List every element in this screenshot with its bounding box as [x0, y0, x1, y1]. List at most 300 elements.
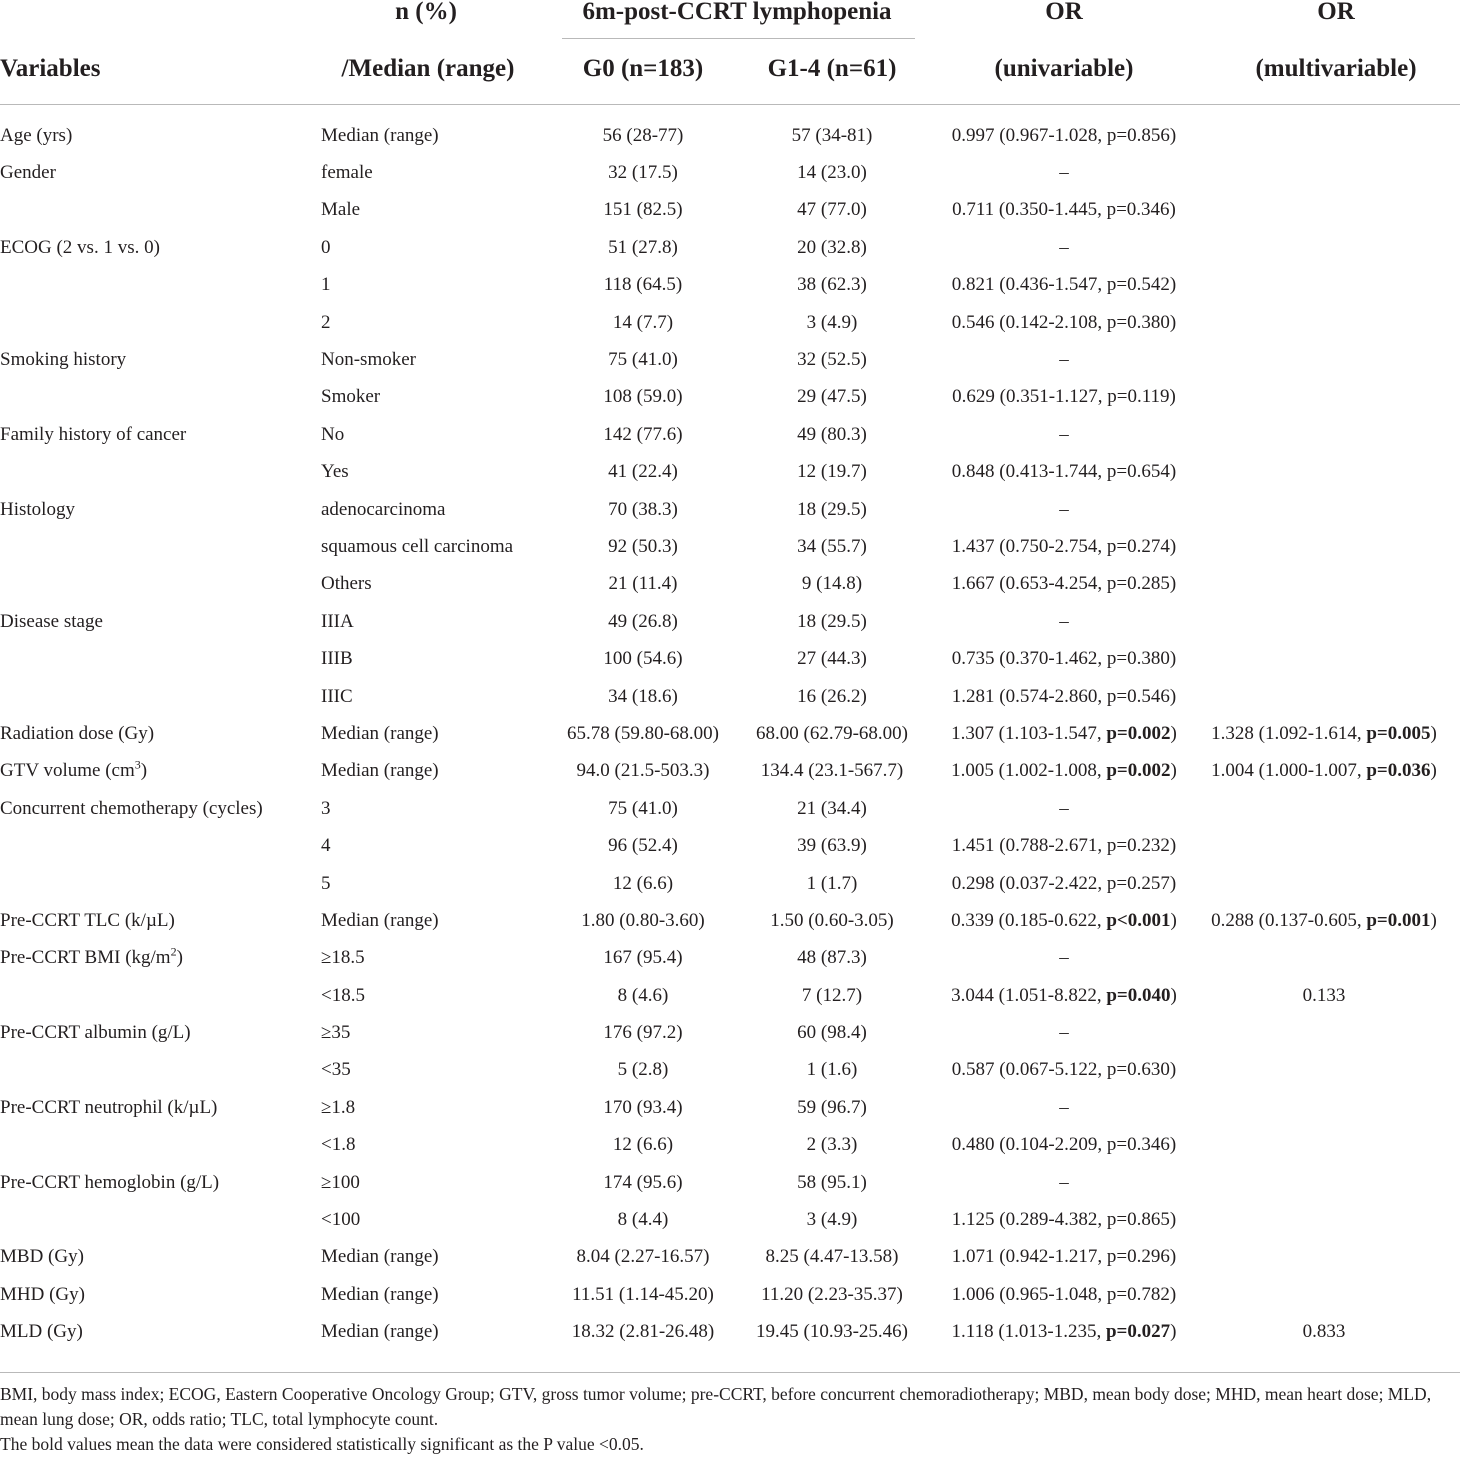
g0-value: 70 (38.3)	[608, 498, 678, 520]
variable-label: Smoking history	[0, 349, 127, 371]
variable-label: Pre-CCRT BMI (kg/m	[0, 947, 171, 969]
cell-or-univariable	[940, 1201, 1188, 1238]
cell-g0	[562, 1127, 724, 1164]
cell-or-multivariable	[1188, 827, 1460, 864]
or-univariable-value: 0.821 (0.436-1.547, p=0.542)	[951, 274, 1177, 296]
g0-value: 21 (11.4)	[608, 573, 678, 595]
cell-g14	[724, 566, 940, 603]
g0-value: 8 (4.6)	[617, 984, 669, 1006]
table-row	[0, 1014, 1460, 1051]
variable-label: Pre-CCRT TLC (k/µL)	[0, 909, 175, 931]
cell-g14	[724, 1276, 940, 1313]
g14-value: 34 (55.7)	[797, 535, 867, 557]
or-univariable-value: 1.005 (1.002-1.008,	[951, 760, 1107, 782]
cell-g14	[724, 715, 940, 752]
or-univariable-value: –	[1059, 1022, 1069, 1044]
cell-or-multivariable	[1188, 902, 1460, 939]
cell-category	[321, 304, 562, 341]
cell-g14	[724, 491, 940, 528]
category-label: Non-smoker	[321, 349, 416, 371]
g14-value: 8.25 (4.47-13.58)	[765, 1246, 899, 1268]
cell-or-multivariable	[1188, 753, 1460, 790]
cell-g14	[724, 1089, 940, 1126]
or-univariable-value: 3.044 (1.051-8.822,	[951, 984, 1107, 1006]
or-univariable-value: 0.735 (0.370-1.462, p=0.380)	[951, 648, 1177, 670]
cell-variable	[0, 117, 321, 154]
g14-value: 21 (34.4)	[797, 797, 867, 819]
cell-category	[321, 454, 562, 491]
cell-or-multivariable	[1188, 678, 1460, 715]
variable-label: Histology	[0, 498, 75, 520]
cell-g0	[562, 1089, 724, 1126]
cell-or-multivariable	[1188, 603, 1460, 640]
table-row	[0, 640, 1460, 677]
cell-category	[321, 1314, 562, 1351]
cell-variable	[0, 977, 321, 1014]
cell-category	[321, 192, 562, 229]
header-or-uni-line1: OR	[1045, 0, 1083, 25]
cell-g14	[724, 1052, 940, 1089]
variable-label: Concurrent chemotherapy (cycles)	[0, 797, 263, 819]
cell-variable	[0, 1014, 321, 1051]
or-univariable-value: –	[1059, 498, 1069, 520]
cell-g14	[724, 753, 940, 790]
cell-variable	[0, 940, 321, 977]
table-row	[0, 416, 1460, 453]
cell-or-univariable	[940, 416, 1188, 453]
cell-or-univariable	[940, 566, 1188, 603]
cell-category	[321, 640, 562, 677]
variable-label-tail: )	[140, 760, 148, 782]
variable-superscript: 3	[134, 758, 141, 772]
g0-value: 75 (41.0)	[608, 797, 678, 819]
cell-variable	[0, 341, 321, 378]
g14-value: 57 (34-81)	[791, 124, 873, 146]
g14-value: 1 (1.7)	[806, 872, 858, 894]
or-univariable-value: 0.339 (0.185-0.622,	[951, 909, 1107, 931]
cell-variable	[0, 304, 321, 341]
cell-or-univariable	[940, 192, 1188, 229]
g14-value: 1 (1.6)	[806, 1059, 858, 1081]
cell-category	[321, 1276, 562, 1313]
cell-category	[321, 1089, 562, 1126]
table-row	[0, 1201, 1460, 1238]
g14-value: 11.20 (2.23-35.37)	[761, 1283, 903, 1305]
or-univariable-value: 0.629 (0.351-1.127, p=0.119)	[952, 386, 1176, 408]
cell-or-univariable	[940, 1052, 1188, 1089]
cell-variable	[0, 454, 321, 491]
cell-g0	[562, 1014, 724, 1051]
variable-label: Pre-CCRT albumin (g/L)	[0, 1022, 191, 1044]
cell-g0	[562, 379, 724, 416]
or-multivariable-value: 1.328 (1.092-1.614,	[1211, 722, 1367, 744]
cell-g14	[724, 117, 940, 154]
cell-g14	[724, 304, 940, 341]
or-univariable-value: –	[1059, 797, 1069, 819]
or-univariable-value: 0.848 (0.413-1.744, p=0.654)	[951, 461, 1177, 483]
header-n-line1: n (%)	[395, 0, 457, 25]
cell-or-univariable	[940, 528, 1188, 565]
cell-g0	[562, 603, 724, 640]
or-multivariable-tail: )	[1430, 722, 1437, 744]
cell-variable	[0, 1127, 321, 1164]
table-row	[0, 977, 1460, 1014]
cell-or-multivariable	[1188, 379, 1460, 416]
cell-category	[321, 827, 562, 864]
table-row	[0, 566, 1460, 603]
or-univariable-value: –	[1059, 423, 1069, 445]
cell-g14	[724, 603, 940, 640]
cell-or-multivariable	[1188, 341, 1460, 378]
g0-value: 142 (77.6)	[603, 423, 683, 445]
cell-or-univariable	[940, 1089, 1188, 1126]
cell-g0	[562, 1052, 724, 1089]
cell-variable	[0, 416, 321, 453]
table-row	[0, 790, 1460, 827]
category-label: 0	[321, 236, 331, 258]
cell-g0	[562, 528, 724, 565]
cell-or-multivariable	[1188, 491, 1460, 528]
or-univariable-value: 1.125 (0.289-4.382, p=0.865)	[951, 1209, 1177, 1231]
cell-or-univariable	[940, 267, 1188, 304]
cell-or-multivariable	[1188, 1014, 1460, 1051]
variable-label: ECOG (2 vs. 1 vs. 0)	[0, 236, 160, 258]
cell-or-multivariable	[1188, 940, 1460, 977]
category-label: IIIA	[321, 610, 354, 632]
category-label: <18.5	[321, 984, 365, 1006]
cell-variable	[0, 603, 321, 640]
g14-value: 14 (23.0)	[797, 162, 867, 184]
cell-g0	[562, 865, 724, 902]
variable-label: Pre-CCRT hemoglobin (g/L)	[0, 1171, 220, 1193]
category-label: 3	[321, 797, 331, 819]
cell-g0	[562, 566, 724, 603]
cell-category	[321, 491, 562, 528]
cell-g14	[724, 1239, 940, 1276]
cell-or-univariable	[940, 1314, 1188, 1351]
cell-or-univariable	[940, 229, 1188, 266]
table-row	[0, 865, 1460, 902]
or-univariable-value: –	[1059, 162, 1069, 184]
category-label: ≥1.8	[321, 1096, 356, 1118]
cell-g0	[562, 454, 724, 491]
category-label: Others	[321, 573, 372, 595]
cell-category	[321, 902, 562, 939]
g0-value: 5 (2.8)	[617, 1059, 669, 1081]
or-univariable-tail: )	[1170, 909, 1177, 931]
g0-value: 41 (22.4)	[608, 461, 678, 483]
cell-g14	[724, 1014, 940, 1051]
cell-or-multivariable	[1188, 117, 1460, 154]
cell-category	[321, 1164, 562, 1201]
category-label: <100	[321, 1209, 361, 1231]
table-row	[0, 229, 1460, 266]
table-row	[0, 1127, 1460, 1164]
g14-value: 18 (29.5)	[797, 498, 867, 520]
header-or-multi-line2: (multivariable)	[1255, 55, 1417, 82]
cell-g14	[724, 341, 940, 378]
cell-variable	[0, 566, 321, 603]
category-label: <1.8	[321, 1134, 356, 1156]
cell-variable	[0, 1201, 321, 1238]
g0-value: 8.04 (2.27-16.57)	[576, 1246, 710, 1268]
cell-category	[321, 117, 562, 154]
category-label: Median (range)	[321, 909, 439, 931]
cell-or-multivariable	[1188, 528, 1460, 565]
or-univariable-value: 0.587 (0.067-5.122, p=0.630)	[951, 1059, 1177, 1081]
table-row	[0, 304, 1460, 341]
g0-value: 176 (97.2)	[603, 1022, 683, 1044]
or-univariable-value: 1.071 (0.942-1.217, p=0.296)	[951, 1246, 1177, 1268]
cell-or-univariable	[940, 640, 1188, 677]
g14-value: 38 (62.3)	[797, 274, 867, 296]
category-label: female	[321, 162, 373, 184]
g0-value: 118 (64.5)	[603, 274, 683, 296]
cell-or-univariable	[940, 1127, 1188, 1164]
cell-g0	[562, 1314, 724, 1351]
cell-or-univariable	[940, 1014, 1188, 1051]
variable-label-tail: )	[176, 947, 183, 969]
g14-value: 58 (95.1)	[797, 1171, 867, 1193]
cell-category	[321, 865, 562, 902]
header-group-title: 6m-post-CCRT lymphopenia	[582, 0, 892, 25]
table-row	[0, 154, 1460, 191]
cell-variable	[0, 715, 321, 752]
cell-or-multivariable	[1188, 1201, 1460, 1238]
g14-value: 32 (52.5)	[797, 349, 867, 371]
g0-value: 94.0 (21.5-503.3)	[576, 760, 710, 782]
g0-value: 65.78 (59.80-68.00)	[567, 722, 719, 744]
variable-label: MHD (Gy)	[0, 1283, 85, 1305]
cell-or-univariable	[940, 1276, 1188, 1313]
cell-variable	[0, 753, 321, 790]
cell-g14	[724, 379, 940, 416]
category-label: <35	[321, 1059, 351, 1081]
table-footnotes	[0, 1382, 1460, 1457]
cell-or-multivariable	[1188, 1127, 1460, 1164]
g0-value: 8 (4.4)	[617, 1209, 669, 1231]
cell-g0	[562, 117, 724, 154]
g14-value: 59 (96.7)	[797, 1096, 867, 1118]
cell-variable	[0, 267, 321, 304]
g14-value: 7 (12.7)	[801, 984, 863, 1006]
table-row	[0, 379, 1460, 416]
cell-g14	[724, 192, 940, 229]
variable-label: MLD (Gy)	[0, 1321, 83, 1343]
cell-variable	[0, 827, 321, 864]
table-row	[0, 1314, 1460, 1351]
category-label: 1	[321, 274, 331, 296]
category-label: 5	[321, 872, 331, 894]
cell-category	[321, 154, 562, 191]
cell-or-multivariable	[1188, 977, 1460, 1014]
category-label: Median (range)	[321, 1246, 439, 1268]
or-multivariable-p-significant: p=0.001	[1366, 909, 1431, 931]
g0-value: 1.80 (0.80-3.60)	[581, 909, 705, 931]
g0-value: 12 (6.6)	[612, 1134, 674, 1156]
g14-value: 39 (63.9)	[797, 835, 867, 857]
or-multivariable-value: 0.833	[1302, 1321, 1346, 1343]
g14-value: 49 (80.3)	[797, 423, 867, 445]
cell-or-multivariable	[1188, 454, 1460, 491]
or-multivariable-p-significant: p=0.036	[1366, 760, 1431, 782]
category-label: ≥18.5	[321, 947, 365, 969]
table-row	[0, 827, 1460, 864]
g0-value: 108 (59.0)	[603, 386, 683, 408]
cell-category	[321, 416, 562, 453]
category-label: 2	[321, 311, 331, 333]
category-label: Median (range)	[321, 722, 439, 744]
category-label: adenocarcinoma	[321, 498, 446, 520]
cell-category	[321, 1127, 562, 1164]
g0-value: 75 (41.0)	[608, 349, 678, 371]
cell-or-multivariable	[1188, 154, 1460, 191]
cell-g0	[562, 940, 724, 977]
cell-category	[321, 528, 562, 565]
cell-g0	[562, 341, 724, 378]
cell-g0	[562, 1201, 724, 1238]
or-univariable-value: 1.667 (0.653-4.254, p=0.285)	[951, 573, 1177, 595]
category-label: 4	[321, 835, 331, 857]
cell-category	[321, 753, 562, 790]
or-univariable-p-significant: p<0.001	[1106, 909, 1171, 931]
variable-label: GTV volume (cm	[0, 760, 135, 782]
cell-variable	[0, 1164, 321, 1201]
cell-variable	[0, 491, 321, 528]
footnote-abbreviations: BMI, body mass index; ECOG, Eastern Cooperative Oncology Group; GTV, gross tumor volume; pre-CCRT, before concurrent chemoradiotherapy; MBD, mean body dose; MHD, mean heart dose; MLD, mean lung dose; OR, odds ratio; TLC, total lymphocyte count.	[0, 1384, 1432, 1429]
or-univariable-value: –	[1059, 1171, 1069, 1193]
g14-value: 2 (3.3)	[806, 1134, 858, 1156]
category-label: Median (range)	[321, 124, 439, 146]
category-label: Yes	[321, 461, 349, 483]
cell-or-multivariable	[1188, 790, 1460, 827]
or-univariable-tail: )	[1170, 760, 1177, 782]
g14-value: 27 (44.3)	[797, 648, 867, 670]
cell-g0	[562, 192, 724, 229]
g0-value: 14 (7.7)	[612, 311, 674, 333]
cell-or-multivariable	[1188, 1089, 1460, 1126]
cell-category	[321, 229, 562, 266]
cell-g14	[724, 1164, 940, 1201]
cell-variable	[0, 229, 321, 266]
or-multivariable-tail: )	[1430, 909, 1437, 931]
cell-or-multivariable	[1188, 267, 1460, 304]
cell-g0	[562, 1164, 724, 1201]
g0-value: 174 (95.6)	[603, 1171, 683, 1193]
or-multivariable-p-significant: p=0.005	[1366, 722, 1431, 744]
cell-or-multivariable	[1188, 416, 1460, 453]
cell-or-multivariable	[1188, 1276, 1460, 1313]
g0-value: 56 (28-77)	[602, 124, 684, 146]
cell-or-univariable	[940, 715, 1188, 752]
category-label: ≥100	[321, 1171, 360, 1193]
g0-value: 18.32 (2.81-26.48)	[571, 1321, 715, 1343]
cell-variable	[0, 154, 321, 191]
cell-variable	[0, 678, 321, 715]
or-univariable-p-significant: p=0.027	[1105, 1321, 1171, 1343]
cell-or-univariable	[940, 827, 1188, 864]
cell-g0	[562, 977, 724, 1014]
variable-label: Family history of cancer	[0, 423, 187, 445]
g14-value: 16 (26.2)	[797, 685, 867, 707]
variable-superscript: 2	[170, 944, 177, 959]
or-univariable-value: 1.437 (0.750-2.754, p=0.274)	[951, 535, 1177, 557]
g14-value: 29 (47.5)	[797, 386, 867, 408]
cell-variable	[0, 1239, 321, 1276]
cell-variable	[0, 379, 321, 416]
cell-g0	[562, 827, 724, 864]
g14-value: 1.50 (0.60-3.05)	[770, 909, 894, 931]
g0-value: 51 (27.8)	[608, 236, 678, 258]
cell-g14	[724, 865, 940, 902]
cell-g0	[562, 1276, 724, 1313]
header-rule	[0, 104, 1460, 105]
category-label: Median (range)	[321, 1283, 439, 1305]
g14-value: 19.45 (10.93-25.46)	[756, 1321, 908, 1343]
footer-rule	[0, 1372, 1460, 1373]
variable-label: Radiation dose (Gy)	[0, 722, 155, 744]
table-row	[0, 267, 1460, 304]
g14-value: 9 (14.8)	[801, 573, 863, 595]
or-univariable-tail: )	[1170, 1321, 1177, 1343]
or-univariable-p-significant: p=0.040	[1106, 984, 1171, 1006]
cell-g14	[724, 528, 940, 565]
cell-variable	[0, 1089, 321, 1126]
cell-g0	[562, 491, 724, 528]
cell-or-multivariable	[1188, 566, 1460, 603]
cell-g14	[724, 902, 940, 939]
g0-value: 170 (93.4)	[603, 1096, 683, 1118]
cell-or-multivariable	[1188, 1164, 1460, 1201]
cell-category	[321, 1052, 562, 1089]
g0-value: 34 (18.6)	[608, 685, 678, 707]
or-univariable-value: –	[1059, 1096, 1069, 1118]
cell-variable	[0, 640, 321, 677]
cell-category	[321, 977, 562, 1014]
cell-or-univariable	[940, 379, 1188, 416]
or-univariable-value: 0.711 (0.350-1.445, p=0.346)	[952, 199, 1176, 221]
header-variables: Variables	[0, 55, 101, 82]
table-row	[0, 753, 1460, 790]
cell-or-multivariable	[1188, 865, 1460, 902]
cell-variable	[0, 1314, 321, 1351]
or-univariable-value: 1.307 (1.103-1.547,	[951, 722, 1107, 744]
cell-category	[321, 1014, 562, 1051]
category-label: ≥35	[321, 1022, 351, 1044]
variable-label: Age (yrs)	[0, 124, 73, 146]
cell-g14	[724, 640, 940, 677]
cell-category	[321, 678, 562, 715]
cell-category	[321, 341, 562, 378]
cell-g14	[724, 154, 940, 191]
table-row	[0, 491, 1460, 528]
cell-variable	[0, 865, 321, 902]
table-row	[0, 603, 1460, 640]
table-row	[0, 1239, 1460, 1276]
cell-or-multivariable	[1188, 229, 1460, 266]
cell-g0	[562, 902, 724, 939]
cell-g0	[562, 229, 724, 266]
cell-g14	[724, 267, 940, 304]
or-univariable-tail: )	[1170, 722, 1177, 744]
or-univariable-value: 1.281 (0.574-2.860, p=0.546)	[951, 685, 1177, 707]
cell-or-univariable	[940, 117, 1188, 154]
or-univariable-p-significant: p=0.002	[1106, 760, 1171, 782]
table-row	[0, 341, 1460, 378]
cell-or-univariable	[940, 454, 1188, 491]
cell-g0	[562, 790, 724, 827]
or-univariable-value: 1.118 (1.013-1.235,	[951, 1321, 1106, 1343]
